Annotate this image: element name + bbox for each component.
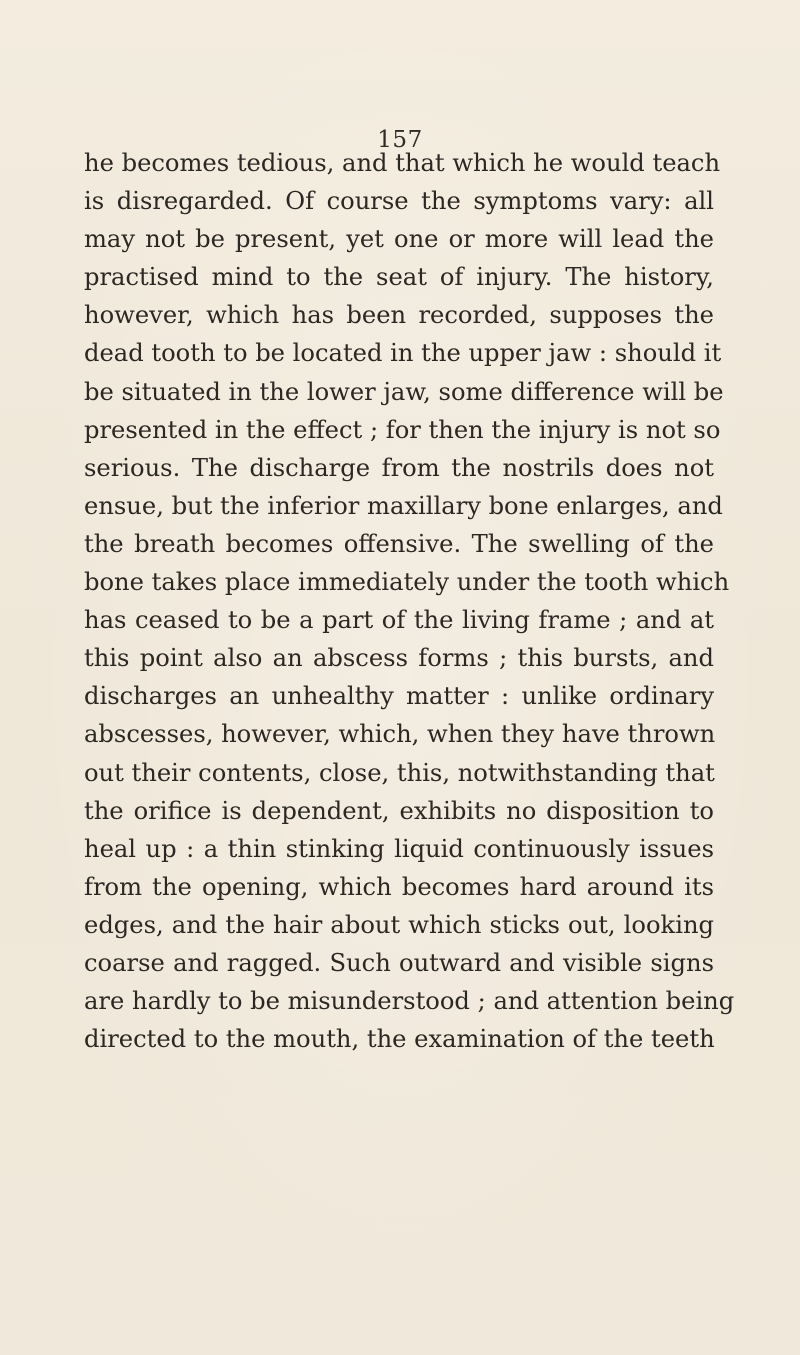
text-line: this point also an abscess forms ; this bursts, and bbox=[84, 644, 714, 673]
text-line: out their contents, close, this, notwithstanding that bbox=[84, 758, 715, 787]
body-text bbox=[84, 144, 735, 1058]
text-line: heal up : a thin stinking liquid continuously issues bbox=[84, 834, 714, 863]
text-line: discharges an unhealthy matter : unlike ordinary bbox=[84, 682, 714, 711]
text-line: directed to the mouth, the examination of the teeth bbox=[84, 1025, 715, 1054]
text-line: the orifice is dependent, exhibits no disposition to bbox=[84, 796, 714, 825]
text-line: are hardly to be misunderstood ; and attention being bbox=[84, 987, 735, 1016]
text-line: serious. The discharge from the nostrils does not bbox=[84, 453, 714, 482]
text-line: ensue, but the inferior maxillary bone enlarges, and bbox=[84, 491, 723, 520]
text-line: bone takes place immediately under the tooth which bbox=[84, 568, 730, 597]
text-line: has ceased to be a part of the living frame ; and at bbox=[84, 606, 714, 635]
text-line: from the opening, which becomes hard around its bbox=[84, 872, 714, 901]
text-line: practised mind to the seat of injury. The history, bbox=[84, 263, 714, 292]
text-line: dead tooth to be located in the upper jaw : should it bbox=[84, 339, 722, 368]
text-line: the breath becomes offensive. The swelling of the bbox=[84, 529, 714, 558]
text-line: edges, and the hair about which sticks out, looking bbox=[84, 910, 714, 939]
text-line: abscesses, however, which, when they have thrown bbox=[84, 720, 716, 749]
text-line: he becomes tedious, and that which he would teach bbox=[84, 149, 721, 177]
text-line: coarse and ragged. Such outward and visible signs bbox=[84, 948, 714, 977]
text-line: however, which has been recorded, supposes the bbox=[84, 301, 714, 330]
text-line: is disregarded. Of course the symptoms vary: all bbox=[84, 187, 714, 216]
text-line: presented in the effect ; for then the injury is not so bbox=[84, 415, 721, 444]
text-line: may not be present, yet one or more will lead the bbox=[84, 225, 714, 254]
text-line: be situated in the lower jaw, some difference will be bbox=[84, 377, 724, 406]
page-number: 157 bbox=[377, 127, 423, 153]
